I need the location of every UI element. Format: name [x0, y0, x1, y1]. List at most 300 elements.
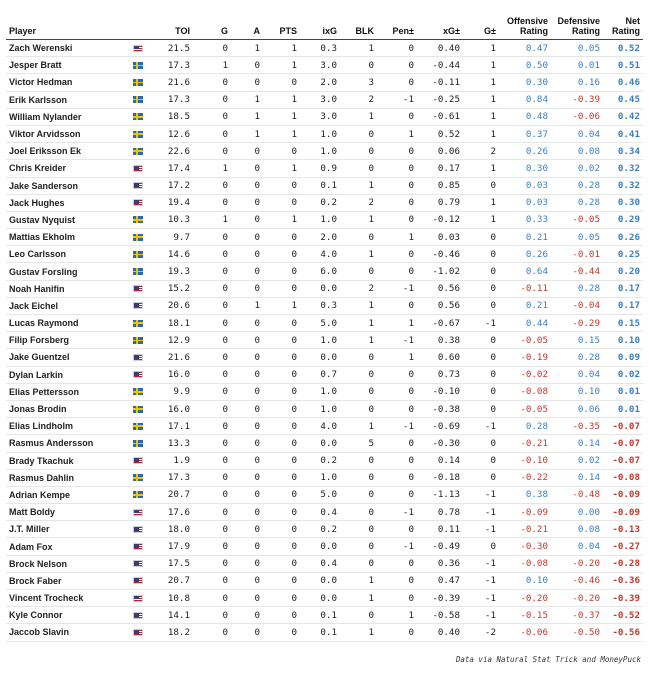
- table-row: [6, 108, 643, 125]
- points-cell: 1: [263, 297, 300, 314]
- goals-cell: 0: [193, 349, 231, 366]
- usa-flag-icon: [133, 595, 143, 602]
- goals-cell: 0: [193, 400, 231, 417]
- goals-cell: 0: [193, 452, 231, 469]
- assists-cell: 0: [231, 315, 263, 332]
- goals-cell: 0: [193, 418, 231, 435]
- ixg-cell: 0.9: [300, 160, 340, 177]
- points-cell: 0: [263, 435, 300, 452]
- offensive-rating-cell: 0.28: [499, 418, 551, 435]
- blocks-cell: 1: [340, 177, 377, 194]
- ixg-cell: 0.3: [300, 40, 340, 57]
- table-row: [6, 538, 643, 555]
- goal-diff-cell: 1: [463, 40, 499, 57]
- player-name: Jaccob Slavin: [6, 624, 130, 641]
- defensive-rating-cell: 0.08: [551, 521, 603, 538]
- toi-cell: 9.9: [155, 383, 193, 400]
- header-pts[interactable]: PTS: [263, 12, 300, 40]
- defensive-rating-cell: 0.28: [551, 280, 603, 297]
- table-row: [6, 91, 643, 108]
- table-row: [6, 332, 643, 349]
- header-g[interactable]: G: [193, 12, 231, 40]
- defensive-rating-cell: 0.15: [551, 332, 603, 349]
- toi-cell: 17.3: [155, 57, 193, 74]
- goals-cell: 0: [193, 486, 231, 503]
- player-name: Brock Nelson: [6, 555, 130, 572]
- blocks-cell: 0: [340, 607, 377, 624]
- penalty-diff-cell: 0: [377, 572, 417, 589]
- header-player[interactable]: Player: [6, 12, 130, 40]
- goal-diff-cell: 1: [463, 194, 499, 211]
- net-rating-cell: -0.39: [603, 590, 643, 607]
- table-row: [6, 504, 643, 521]
- points-cell: 0: [263, 521, 300, 538]
- header-a[interactable]: A: [231, 12, 263, 40]
- player-name: Mattias Ekholm: [6, 229, 130, 246]
- net-rating-cell: 0.20: [603, 263, 643, 280]
- penalty-diff-cell: 0: [377, 590, 417, 607]
- goals-cell: 0: [193, 383, 231, 400]
- net-rating-cell: -0.28: [603, 555, 643, 572]
- blocks-cell: 1: [340, 297, 377, 314]
- net-rating-cell: -0.09: [603, 486, 643, 503]
- defensive-rating-cell: -0.44: [551, 263, 603, 280]
- net-rating-cell: 0.41: [603, 125, 643, 142]
- flag-cell: [130, 607, 155, 624]
- usa-flag-icon: [133, 526, 143, 533]
- penalty-diff-cell: 0: [377, 246, 417, 263]
- offensive-rating-cell: 0.50: [499, 57, 551, 74]
- points-cell: 0: [263, 246, 300, 263]
- points-cell: 0: [263, 280, 300, 297]
- sweden-flag-icon: [133, 491, 143, 498]
- header-gpm[interactable]: G±: [463, 12, 499, 40]
- blocks-cell: 1: [340, 572, 377, 589]
- offensive-rating-cell: 0.30: [499, 160, 551, 177]
- assists-cell: 0: [231, 160, 263, 177]
- net-rating-cell: 0.45: [603, 91, 643, 108]
- xg-diff-cell: -0.11: [417, 74, 463, 91]
- player-name: Elias Lindholm: [6, 418, 130, 435]
- sweden-flag-icon: [133, 96, 143, 103]
- blocks-cell: 0: [340, 263, 377, 280]
- player-name: Matt Boldy: [6, 504, 130, 521]
- table-row: [6, 607, 643, 624]
- penalty-diff-cell: -1: [377, 504, 417, 521]
- toi-cell: 18.5: [155, 108, 193, 125]
- table-row: [6, 40, 643, 57]
- goals-cell: 0: [193, 194, 231, 211]
- toi-cell: 17.1: [155, 418, 193, 435]
- goals-cell: 0: [193, 555, 231, 572]
- blocks-cell: 1: [340, 211, 377, 228]
- goals-cell: 0: [193, 263, 231, 280]
- net-rating-cell: 0.42: [603, 108, 643, 125]
- goal-diff-cell: 0: [463, 349, 499, 366]
- points-cell: 0: [263, 624, 300, 641]
- ixg-cell: 2.0: [300, 229, 340, 246]
- xg-diff-cell: 0.38: [417, 332, 463, 349]
- offensive-rating-cell: -0.30: [499, 538, 551, 555]
- blocks-cell: 0: [340, 400, 377, 417]
- defensive-rating-cell: -0.35: [551, 418, 603, 435]
- sweden-flag-icon: [133, 79, 143, 86]
- flag-cell: [130, 74, 155, 91]
- sweden-flag-icon: [133, 268, 143, 275]
- xg-diff-cell: 0.03: [417, 229, 463, 246]
- flag-cell: [130, 194, 155, 211]
- flag-cell: [130, 383, 155, 400]
- sweden-flag-icon: [133, 320, 143, 327]
- table-row: [6, 521, 643, 538]
- points-cell: 1: [263, 40, 300, 57]
- header-net-rating[interactable]: Net Rating: [603, 12, 643, 40]
- points-cell: 1: [263, 211, 300, 228]
- xg-diff-cell: -1.13: [417, 486, 463, 503]
- xg-diff-cell: 0.56: [417, 280, 463, 297]
- goal-diff-cell: -1: [463, 555, 499, 572]
- blocks-cell: 2: [340, 91, 377, 108]
- table-row: [6, 229, 643, 246]
- blocks-cell: 0: [340, 521, 377, 538]
- toi-cell: 13.3: [155, 435, 193, 452]
- defensive-rating-cell: 0.28: [551, 177, 603, 194]
- offensive-rating-cell: 0.84: [499, 91, 551, 108]
- player-name: Brock Faber: [6, 572, 130, 589]
- player-name: William Nylander: [6, 108, 130, 125]
- xg-diff-cell: 0.85: [417, 177, 463, 194]
- xg-diff-cell: 0.56: [417, 297, 463, 314]
- penalty-diff-cell: 0: [377, 521, 417, 538]
- points-cell: 1: [263, 108, 300, 125]
- table-row: [6, 280, 643, 297]
- penalty-diff-cell: 0: [377, 74, 417, 91]
- xg-diff-cell: 0.17: [417, 160, 463, 177]
- penalty-diff-cell: 1: [377, 229, 417, 246]
- offensive-rating-cell: 0.21: [499, 229, 551, 246]
- net-rating-cell: 0.32: [603, 177, 643, 194]
- ixg-cell: 3.0: [300, 57, 340, 74]
- table-row: [6, 263, 643, 280]
- goals-cell: 1: [193, 160, 231, 177]
- net-rating-cell: -0.07: [603, 435, 643, 452]
- goal-diff-cell: 2: [463, 143, 499, 160]
- net-rating-cell: 0.17: [603, 280, 643, 297]
- defensive-rating-cell: -0.20: [551, 590, 603, 607]
- player-name: Viktor Arvidsson: [6, 125, 130, 142]
- player-name: Zach Werenski: [6, 40, 130, 57]
- defensive-rating-cell: -0.50: [551, 624, 603, 641]
- toi-cell: 20.6: [155, 297, 193, 314]
- blocks-cell: 0: [340, 160, 377, 177]
- ixg-cell: 3.0: [300, 91, 340, 108]
- goals-cell: 0: [193, 40, 231, 57]
- ixg-cell: 2.0: [300, 74, 340, 91]
- goals-cell: 0: [193, 297, 231, 314]
- header-blk[interactable]: BLK: [340, 12, 377, 40]
- blocks-cell: 0: [340, 555, 377, 572]
- points-cell: 0: [263, 366, 300, 383]
- sweden-flag-icon: [133, 440, 143, 447]
- goal-diff-cell: -1: [463, 521, 499, 538]
- goals-cell: 0: [193, 366, 231, 383]
- penalty-diff-cell: 0: [377, 486, 417, 503]
- toi-cell: 14.1: [155, 607, 193, 624]
- penalty-diff-cell: -1: [377, 280, 417, 297]
- toi-cell: 12.9: [155, 332, 193, 349]
- net-rating-cell: -0.08: [603, 469, 643, 486]
- flag-cell: [130, 435, 155, 452]
- xg-diff-cell: 0.52: [417, 125, 463, 142]
- ixg-cell: 4.0: [300, 246, 340, 263]
- player-name: Jack Hughes: [6, 194, 130, 211]
- goals-cell: 0: [193, 91, 231, 108]
- player-name: Adrian Kempe: [6, 486, 130, 503]
- toi-cell: 15.2: [155, 280, 193, 297]
- defensive-rating-cell: 0.16: [551, 74, 603, 91]
- points-cell: 0: [263, 332, 300, 349]
- defensive-rating-cell: 0.02: [551, 160, 603, 177]
- blocks-cell: 0: [340, 143, 377, 160]
- defensive-rating-cell: 0.28: [551, 349, 603, 366]
- defensive-rating-cell: -0.46: [551, 572, 603, 589]
- player-name: Jesper Bratt: [6, 57, 130, 74]
- blocks-cell: 0: [340, 452, 377, 469]
- flag-cell: [130, 263, 155, 280]
- player-name: Chris Kreider: [6, 160, 130, 177]
- player-name: Joel Eriksson Ek: [6, 143, 130, 160]
- xg-diff-cell: -0.69: [417, 418, 463, 435]
- assists-cell: 0: [231, 383, 263, 400]
- flag-cell: [130, 246, 155, 263]
- goals-cell: 0: [193, 177, 231, 194]
- penalty-diff-cell: 0: [377, 452, 417, 469]
- points-cell: 0: [263, 418, 300, 435]
- offensive-rating-cell: -0.06: [499, 624, 551, 641]
- ixg-cell: 1.0: [300, 211, 340, 228]
- usa-flag-icon: [133, 509, 143, 516]
- net-rating-cell: 0.26: [603, 229, 643, 246]
- goals-cell: 1: [193, 211, 231, 228]
- defensive-rating-cell: 0.08: [551, 143, 603, 160]
- table-body: [6, 40, 643, 642]
- offensive-rating-cell: 0.38: [499, 486, 551, 503]
- player-name: Jack Eichel: [6, 297, 130, 314]
- penalty-diff-cell: 1: [377, 125, 417, 142]
- xg-diff-cell: 0.36: [417, 555, 463, 572]
- table-row: [6, 143, 643, 160]
- offensive-rating-cell: 0.03: [499, 194, 551, 211]
- goals-cell: 0: [193, 143, 231, 160]
- defensive-rating-cell: 0.05: [551, 40, 603, 57]
- flag-cell: [130, 366, 155, 383]
- goals-cell: 0: [193, 521, 231, 538]
- goal-diff-cell: 1: [463, 160, 499, 177]
- blocks-cell: 1: [340, 332, 377, 349]
- blocks-cell: 1: [340, 590, 377, 607]
- defensive-rating-cell: -0.20: [551, 555, 603, 572]
- goals-cell: 0: [193, 504, 231, 521]
- player-name: Leo Carlsson: [6, 246, 130, 263]
- goal-diff-cell: -1: [463, 572, 499, 589]
- table-row: [6, 400, 643, 417]
- usa-flag-icon: [133, 285, 143, 292]
- penalty-diff-cell: 0: [377, 160, 417, 177]
- ixg-cell: 6.0: [300, 263, 340, 280]
- toi-cell: 18.2: [155, 624, 193, 641]
- player-name: J.T. Miller: [6, 521, 130, 538]
- flag-cell: [130, 297, 155, 314]
- offensive-rating-cell: -0.05: [499, 400, 551, 417]
- offensive-rating-cell: 0.03: [499, 177, 551, 194]
- flag-cell: [130, 538, 155, 555]
- xg-diff-cell: -0.46: [417, 246, 463, 263]
- net-rating-cell: -0.27: [603, 538, 643, 555]
- usa-flag-icon: [133, 560, 143, 567]
- player-name: Gustav Forsling: [6, 263, 130, 280]
- goal-diff-cell: 0: [463, 177, 499, 194]
- ixg-cell: 0.2: [300, 521, 340, 538]
- goal-diff-cell: 0: [463, 383, 499, 400]
- offensive-rating-cell: 0.26: [499, 143, 551, 160]
- defensive-rating-cell: 0.04: [551, 538, 603, 555]
- toi-cell: 14.6: [155, 246, 193, 263]
- goals-cell: 0: [193, 229, 231, 246]
- points-cell: 0: [263, 194, 300, 211]
- xg-diff-cell: 0.11: [417, 521, 463, 538]
- goals-cell: 0: [193, 74, 231, 91]
- usa-flag-icon: [133, 629, 143, 636]
- goals-cell: 0: [193, 590, 231, 607]
- header-ixg[interactable]: ixG: [300, 12, 340, 40]
- goal-diff-cell: -1: [463, 418, 499, 435]
- toi-cell: 12.6: [155, 125, 193, 142]
- net-rating-cell: 0.01: [603, 383, 643, 400]
- source-note: Data via Natural Stat Trick and MoneyPuck: [455, 655, 641, 664]
- toi-cell: 21.6: [155, 74, 193, 91]
- usa-flag-icon: [133, 543, 143, 550]
- header-xg[interactable]: xG±: [417, 12, 463, 40]
- xg-diff-cell: 0.73: [417, 366, 463, 383]
- header-defensive-rating[interactable]: Defensive Rating: [551, 12, 603, 40]
- assists-cell: 0: [231, 452, 263, 469]
- blocks-cell: 2: [340, 194, 377, 211]
- penalty-diff-cell: 0: [377, 40, 417, 57]
- xg-diff-cell: 0.60: [417, 349, 463, 366]
- xg-diff-cell: -0.61: [417, 108, 463, 125]
- net-rating-cell: -0.56: [603, 624, 643, 641]
- assists-cell: 0: [231, 555, 263, 572]
- goals-cell: 0: [193, 315, 231, 332]
- sweden-flag-icon: [133, 406, 143, 413]
- offensive-rating-cell: -0.09: [499, 504, 551, 521]
- table-row: [6, 315, 643, 332]
- penalty-diff-cell: 0: [377, 108, 417, 125]
- offensive-rating-cell: -0.21: [499, 435, 551, 452]
- offensive-rating-cell: -0.20: [499, 590, 551, 607]
- xg-diff-cell: 0.14: [417, 452, 463, 469]
- blocks-cell: 3: [340, 74, 377, 91]
- points-cell: 0: [263, 229, 300, 246]
- net-rating-cell: -0.52: [603, 607, 643, 624]
- toi-cell: 18.1: [155, 315, 193, 332]
- blocks-cell: 0: [340, 383, 377, 400]
- points-cell: 0: [263, 349, 300, 366]
- net-rating-cell: 0.25: [603, 246, 643, 263]
- net-rating-cell: 0.52: [603, 40, 643, 57]
- flag-cell: [130, 624, 155, 641]
- header-toi[interactable]: TOI: [155, 12, 193, 40]
- flag-cell: [130, 469, 155, 486]
- table-row: [6, 194, 643, 211]
- flag-cell: [130, 177, 155, 194]
- player-name: Adam Fox: [6, 538, 130, 555]
- penalty-diff-cell: -1: [377, 418, 417, 435]
- offensive-rating-cell: -0.11: [499, 280, 551, 297]
- offensive-rating-cell: 0.30: [499, 74, 551, 91]
- ixg-cell: 0.0: [300, 349, 340, 366]
- usa-flag-icon: [133, 302, 143, 309]
- ixg-cell: 3.0: [300, 108, 340, 125]
- penalty-diff-cell: 1: [377, 349, 417, 366]
- xg-diff-cell: 0.47: [417, 572, 463, 589]
- toi-cell: 17.5: [155, 555, 193, 572]
- flag-cell: [130, 400, 155, 417]
- blocks-cell: 0: [340, 57, 377, 74]
- table-row: [6, 486, 643, 503]
- offensive-rating-cell: -0.22: [499, 469, 551, 486]
- penalty-diff-cell: 0: [377, 57, 417, 74]
- points-cell: 0: [263, 452, 300, 469]
- offensive-rating-cell: -0.08: [499, 555, 551, 572]
- goal-diff-cell: 0: [463, 280, 499, 297]
- player-name: Rasmus Andersson: [6, 435, 130, 452]
- header-offensive-rating[interactable]: Offensive Rating: [499, 12, 551, 40]
- net-rating-cell: 0.10: [603, 332, 643, 349]
- penalty-diff-cell: 0: [377, 297, 417, 314]
- goal-diff-cell: 0: [463, 246, 499, 263]
- net-rating-cell: 0.46: [603, 74, 643, 91]
- assists-cell: 1: [231, 125, 263, 142]
- offensive-rating-cell: -0.19: [499, 349, 551, 366]
- goal-diff-cell: 0: [463, 263, 499, 280]
- player-name: Jonas Brodin: [6, 400, 130, 417]
- player-name: Gustav Nyquist: [6, 211, 130, 228]
- points-cell: 0: [263, 538, 300, 555]
- sweden-flag-icon: [133, 148, 143, 155]
- toi-cell: 16.0: [155, 400, 193, 417]
- goals-cell: 0: [193, 572, 231, 589]
- goal-diff-cell: -1: [463, 315, 499, 332]
- table-row: [6, 246, 643, 263]
- penalty-diff-cell: 0: [377, 177, 417, 194]
- toi-cell: 17.3: [155, 91, 193, 108]
- assists-cell: 0: [231, 607, 263, 624]
- table-row: [6, 469, 643, 486]
- ixg-cell: 0.4: [300, 504, 340, 521]
- defensive-rating-cell: 0.04: [551, 366, 603, 383]
- defensive-rating-cell: -0.29: [551, 315, 603, 332]
- offensive-rating-cell: -0.15: [499, 607, 551, 624]
- defensive-rating-cell: 0.05: [551, 229, 603, 246]
- header-pen[interactable]: Pen±: [377, 12, 417, 40]
- assists-cell: 0: [231, 366, 263, 383]
- offensive-rating-cell: 0.48: [499, 108, 551, 125]
- blocks-cell: 1: [340, 418, 377, 435]
- ixg-cell: 1.0: [300, 469, 340, 486]
- penalty-diff-cell: 0: [377, 211, 417, 228]
- goal-diff-cell: -1: [463, 504, 499, 521]
